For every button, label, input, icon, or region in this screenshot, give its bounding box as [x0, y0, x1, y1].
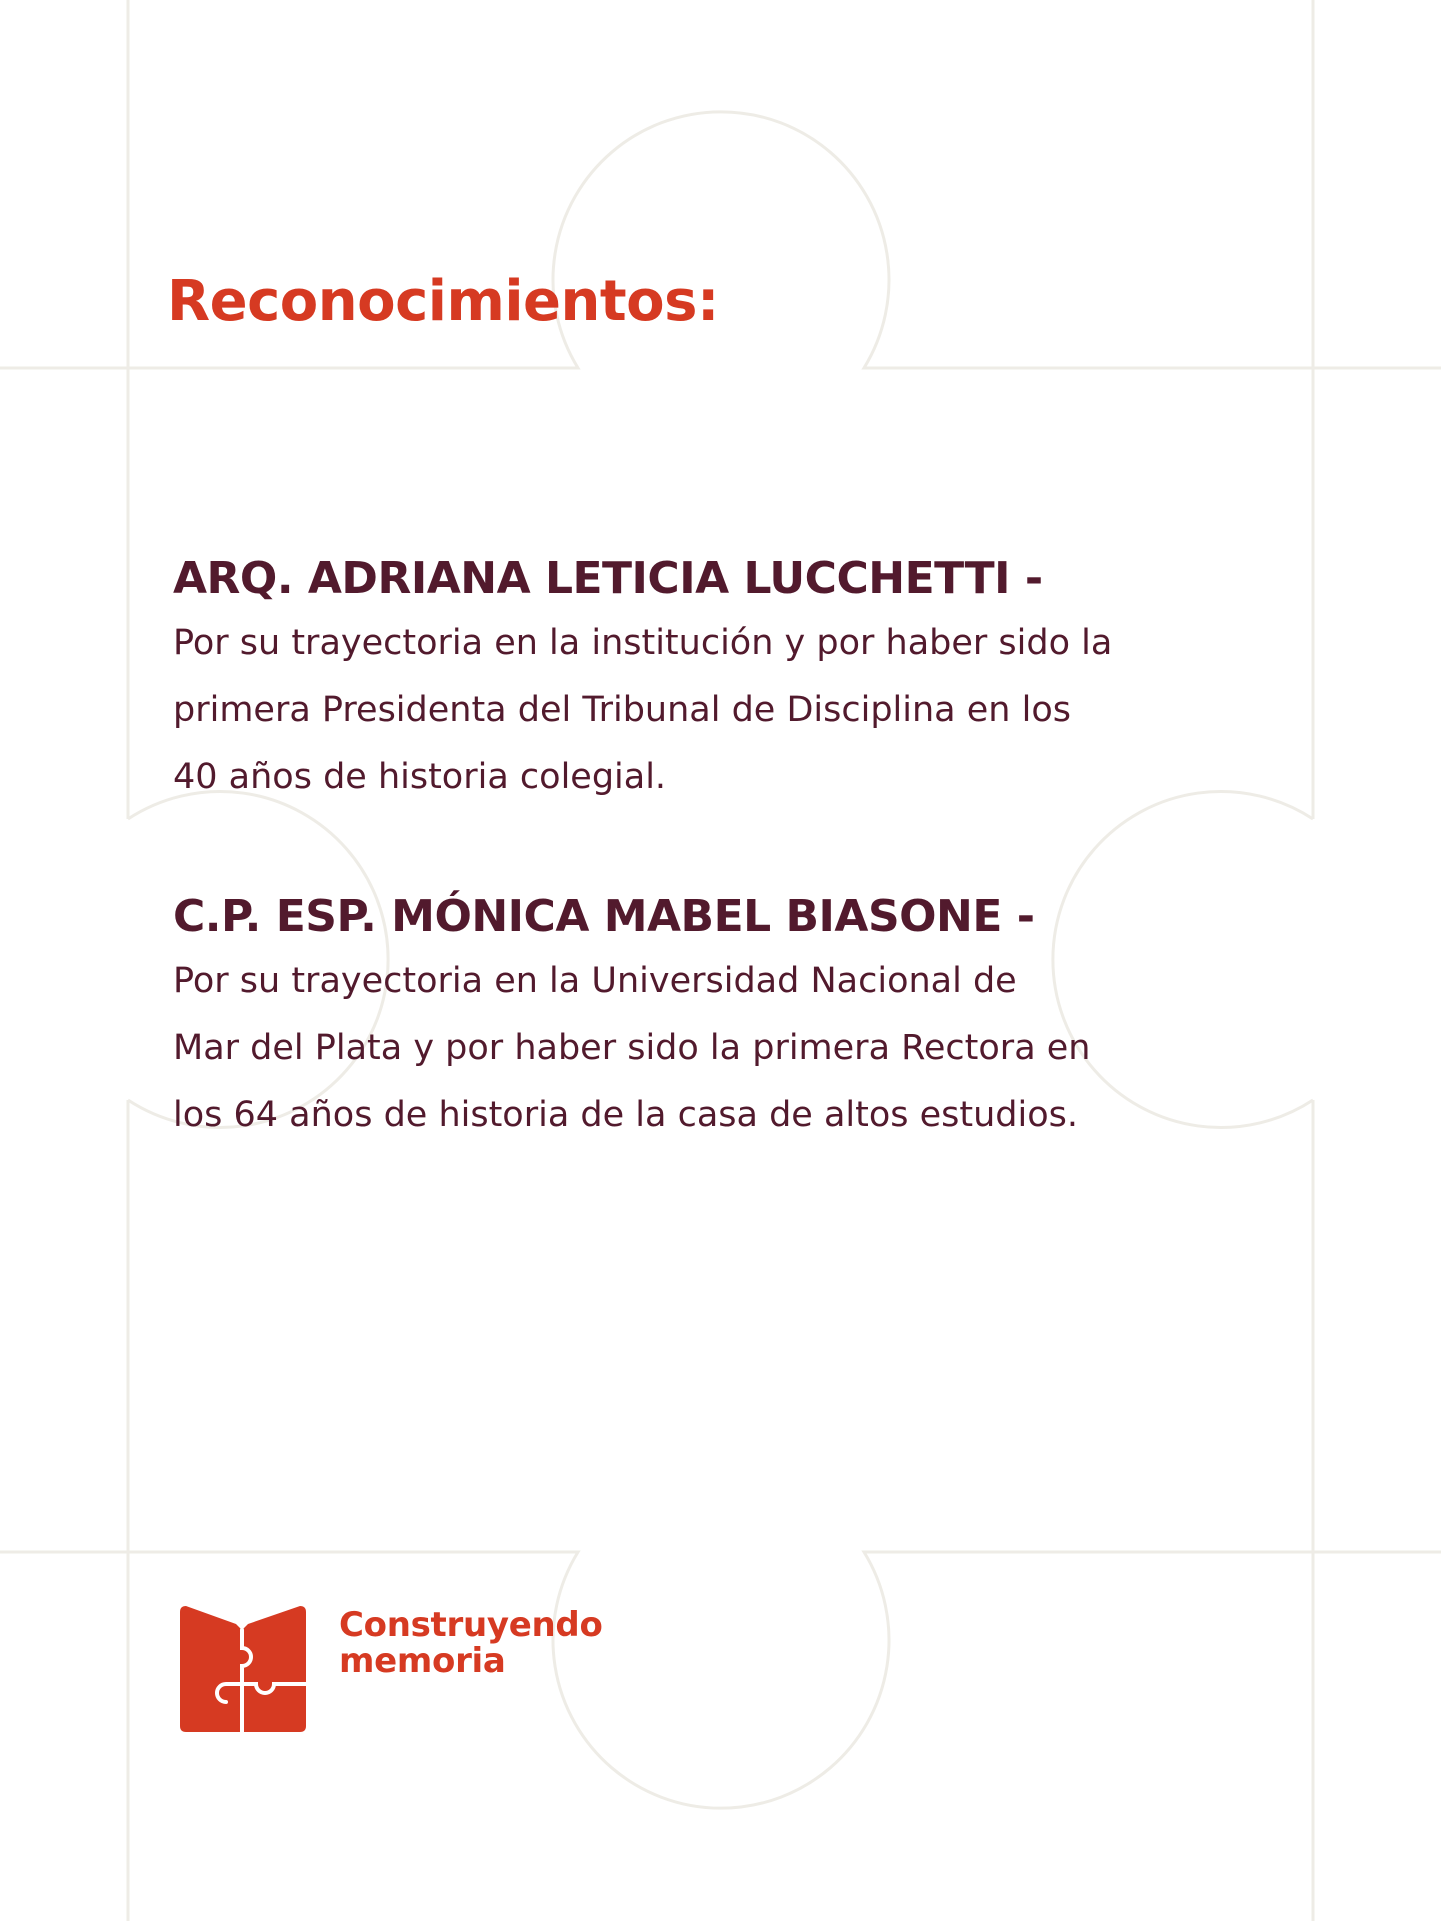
brand-line: memoria — [339, 1641, 506, 1681]
honoree-name: C.P. ESP. MÓNICA MABEL BIASONE - — [173, 891, 1035, 942]
book-puzzle-icon — [176, 1606, 310, 1734]
description-line: Mar del Plata y por haber sido la primera Rectora en — [173, 1028, 1091, 1068]
honoree-name: ARQ. ADRIANA LETICIA LUCCHETTI - — [173, 553, 1043, 604]
brand-wordmark — [339, 1607, 603, 1679]
brand-line: Construyendo — [339, 1605, 603, 1645]
description-line: 40 años de historia colegial. — [173, 757, 667, 797]
honoree-description — [173, 948, 1283, 1149]
description-line: los 64 años de historia de la casa de altos estudios. — [173, 1095, 1079, 1135]
description-line: Por su trayectoria en la Universidad Nacional de — [173, 961, 1017, 1001]
recognition-entry — [173, 886, 1283, 1149]
honoree-description — [173, 610, 1283, 811]
recognition-entry — [173, 548, 1283, 811]
page-title: Reconocimientos: — [167, 269, 719, 334]
description-line: Por su trayectoria en la institución y por haber sido la — [173, 623, 1113, 663]
description-line: primera Presidenta del Tribunal de Disciplina en los — [173, 690, 1071, 730]
